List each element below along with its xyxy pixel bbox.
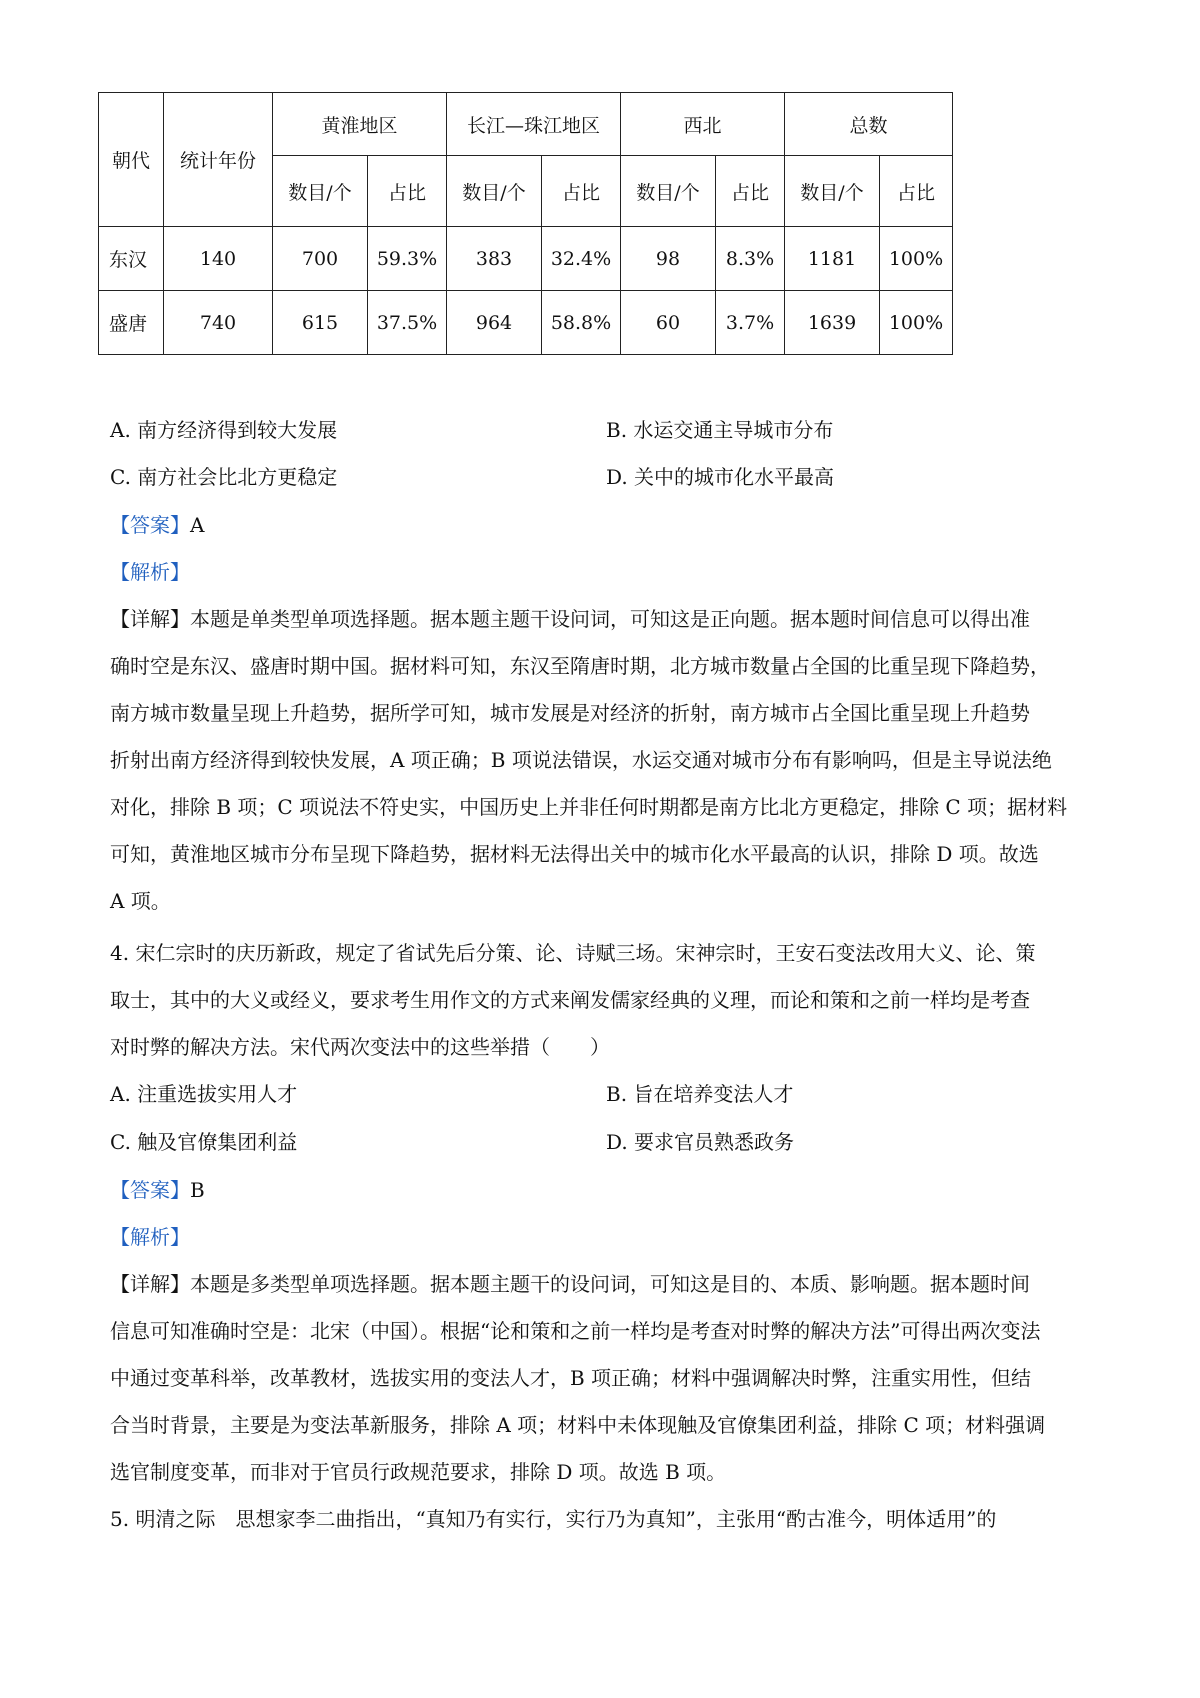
table-cell: 8.3%: [716, 227, 785, 291]
analysis-tag: 【解析】: [110, 560, 190, 584]
answer-tag: 【答案】: [110, 1178, 190, 1202]
row-dynasty: 东汉: [99, 227, 164, 291]
header-share: 占比: [542, 156, 621, 227]
header-count: 数目/个: [785, 156, 880, 227]
analysis-tag: 【解析】: [110, 1225, 190, 1249]
q3-detail-line: [110, 605, 1030, 633]
table-cell: 98: [621, 227, 716, 291]
q4-stem-line: 4. 宋仁宗时的庆历新政，规定了省试先后分策、论、诗赋三场。宋神宗时，王安石变法改用大义、论、策: [110, 941, 1036, 965]
header-region-total: 总数: [785, 93, 953, 156]
q4-analysis-tag: [110, 1223, 190, 1251]
q4-stem-line: 取士，其中的大义或经义，要求考生用作文的方式来阐发儒家经典的义理，而论和策和之前一样均是考查: [110, 988, 1030, 1012]
header-count: 数目/个: [447, 156, 542, 227]
header-region-xibei: 西北: [621, 93, 785, 156]
q4-option-d: D. 要求官员熟悉政务: [606, 1130, 795, 1154]
header-count: 数目/个: [621, 156, 716, 227]
detail-text: 本题是单类型单项选择题。据本题主题干设问词，可知这是正向题。据本题时间信息可以得出准: [190, 607, 1030, 631]
table-cell: 37.5%: [368, 291, 447, 355]
header-share: 占比: [368, 156, 447, 227]
q3-detail-line: A 项。: [110, 889, 171, 913]
table-cell: 58.8%: [542, 291, 621, 355]
row-year: 740: [164, 291, 273, 355]
q4-detail-line: [110, 1270, 1030, 1298]
q3-option-a: A. 南方经济得到较大发展: [110, 418, 338, 442]
q4-detail-line: 合当时背景，主要是为变法革新服务，排除 A 项；材料中未体现触及官僚集团利益，排除 C 项；材料强调: [110, 1413, 1046, 1437]
q4-option-a: A. 注重选拔实用人才: [110, 1082, 298, 1106]
q4-stem-line: 对时弊的解决方法。宋代两次变法中的这些举措（ ）: [110, 1035, 610, 1059]
table-cell: 615: [273, 291, 368, 355]
row-year: 140: [164, 227, 273, 291]
detail-tag: 【详解】: [110, 1272, 190, 1296]
table-cell: 1639: [785, 291, 880, 355]
q3-detail-line: 对化，排除 B 项；C 项说法不符史实，中国历史上并非任何时期都是南方比北方更稳定，排除 C 项；据材料: [110, 795, 1068, 819]
header-dynasty: 朝代: [99, 93, 164, 227]
detail-tag: 【详解】: [110, 607, 190, 631]
header-region-changjiang: 长江—珠江地区: [447, 93, 621, 156]
q3-detail-line: 可知，黄淮地区城市分布呈现下降趋势，据材料无法得出关中的城市化水平最高的认识，排除 D 项。故选: [110, 842, 1039, 866]
q3-analysis-tag: [110, 558, 190, 586]
table-row: [99, 227, 953, 291]
q4-option-c: C. 触及官僚集团利益: [110, 1130, 298, 1154]
table-cell: 32.4%: [542, 227, 621, 291]
header-region-huanghuai: 黄淮地区: [273, 93, 447, 156]
q3-detail-line: 南方城市数量呈现上升趋势，据所学可知，城市发展是对经济的折射，南方城市占全国比重呈现上升趋势: [110, 701, 1030, 725]
answer-value: A: [190, 513, 205, 537]
q3-option-b: B. 水运交通主导城市分布: [606, 418, 834, 442]
q3-detail-line: 折射出南方经济得到较快发展，A 项正确；B 项说法错误，水运交通对城市分布有影响吗，但是主导说法绝: [110, 748, 1052, 772]
q4-option-b: B. 旨在培养变法人才: [606, 1082, 794, 1106]
table-cell: 100%: [880, 291, 953, 355]
q4-answer: [110, 1176, 205, 1204]
table-cell: 700: [273, 227, 368, 291]
table-cell: 383: [447, 227, 542, 291]
q3-answer: [110, 511, 204, 539]
row-dynasty: 盛唐: [99, 291, 164, 355]
answer-tag: 【答案】: [110, 513, 190, 537]
table-cell: 60: [621, 291, 716, 355]
table-header-row-1: [99, 93, 953, 156]
table-cell: 964: [447, 291, 542, 355]
table-cell: 59.3%: [368, 227, 447, 291]
header-share: 占比: [880, 156, 953, 227]
header-count: 数目/个: [273, 156, 368, 227]
q3-detail-line: 确时空是东汉、盛唐时期中国。据材料可知，东汉至隋唐时期，北方城市数量占全国的比重呈现下降趋势，: [110, 654, 1050, 678]
detail-text: 本题是多类型单项选择题。据本题主题干的设问词，可知这是目的、本质、影响题。据本题时间: [190, 1272, 1030, 1296]
q4-detail-line: 信息可知准确时空是：北宋（中国）。根据“论和策和之前一样均是考查对时弊的解决方法”可得出两次变法: [110, 1319, 1041, 1343]
q4-detail-line: 中通过变革科举，改革教材，选拔实用的变法人才，B 项正确；材料中强调解决时弊，注重实用性，但结: [110, 1366, 1032, 1390]
city-statistics-table: [98, 92, 953, 355]
q5-stem-line: 5. 明清之际 思想家李二曲指出，“真知乃有实行，实行乃为真知”，主张用“酌古准今，明体适用”的: [110, 1507, 997, 1531]
table-cell: 1181: [785, 227, 880, 291]
table-cell: 100%: [880, 227, 953, 291]
table-cell: 3.7%: [716, 291, 785, 355]
table-row: [99, 291, 953, 355]
header-year: 统计年份: [164, 93, 273, 227]
q3-option-d: D. 关中的城市化水平最高: [606, 465, 835, 489]
q3-option-c: C. 南方社会比北方更稳定: [110, 465, 338, 489]
answer-value: B: [190, 1178, 205, 1202]
header-share: 占比: [716, 156, 785, 227]
q4-detail-line: 选官制度变革，而非对于官员行政规范要求，排除 D 项。故选 B 项。: [110, 1460, 727, 1484]
